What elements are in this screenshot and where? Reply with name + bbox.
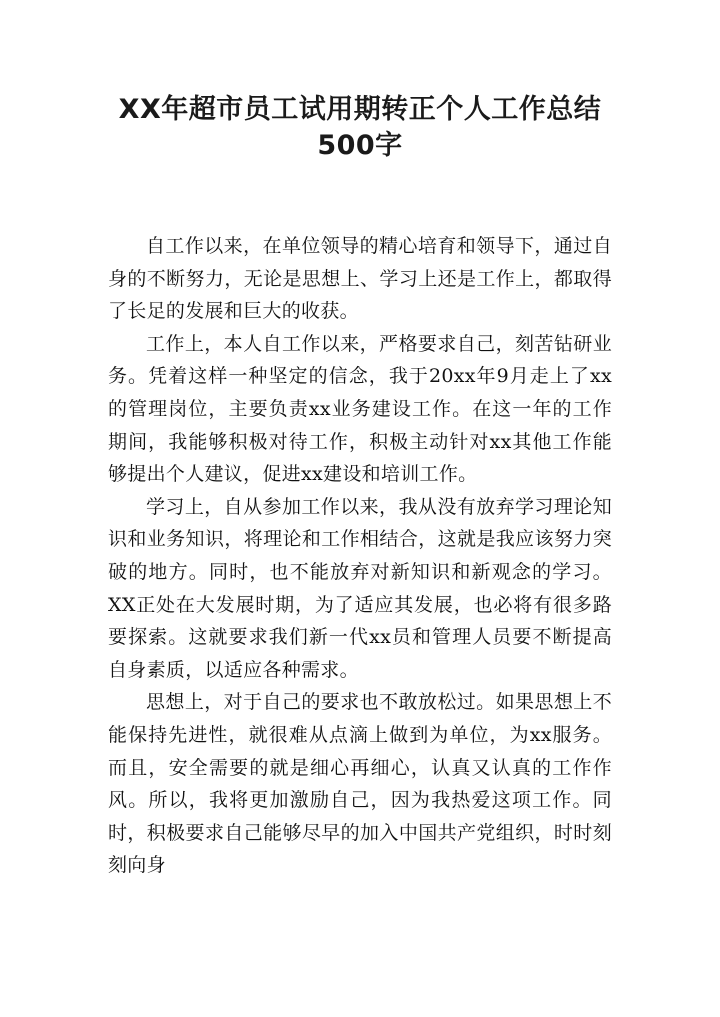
document-body <box>108 230 612 882</box>
document-title: XX年超市员工试用期转正个人工作总结500字 <box>118 94 602 161</box>
paragraph-work: 工作上，本人自工作以来，严格要求自己，刻苦钻研业务。凭着这样一种坚定的信念，我于20xx年9月走上了xx的管理岗位，主要负责xx业务建设工作。在这一年的工作期间，我能够积极对待工作，积极主动针对xx其他工作能够提出个人建议，促进xx建设和培训工作。 <box>108 332 612 486</box>
paragraph-intro: 自工作以来，在单位领导的精心培育和领导下，通过自身的不断努力，无论是思想上、学习上还是工作上，都取得了长足的发展和巨大的收获。 <box>108 235 612 323</box>
paragraph-thought: 思想上，对于自己的要求也不敢放松过。如果思想上不能保持先进性，就很难从点滴上做到为单位，为xx服务。而且，安全需要的就是细心再细心，认真又认真的工作作风。所以，我将更加激励自己，因为我热爱这项工作。同时，积极要求自己能够尽早的加入中国共产党组织，时时刻刻向身 <box>108 691 612 877</box>
paragraph-study: 学习上，自从参加工作以来，我从没有放弃学习理论知识和业务知识，将理论和工作相结合，这就是我应该努力突破的地方。同时，也不能放弃对新知识和新观念的学习。XX正处在大发展时期，为了适应其发展，也必将有很多路要探索。这就要求我们新一代xx员和管理人员要不断提高自身素质，以适应各种需求。 <box>108 495 612 681</box>
